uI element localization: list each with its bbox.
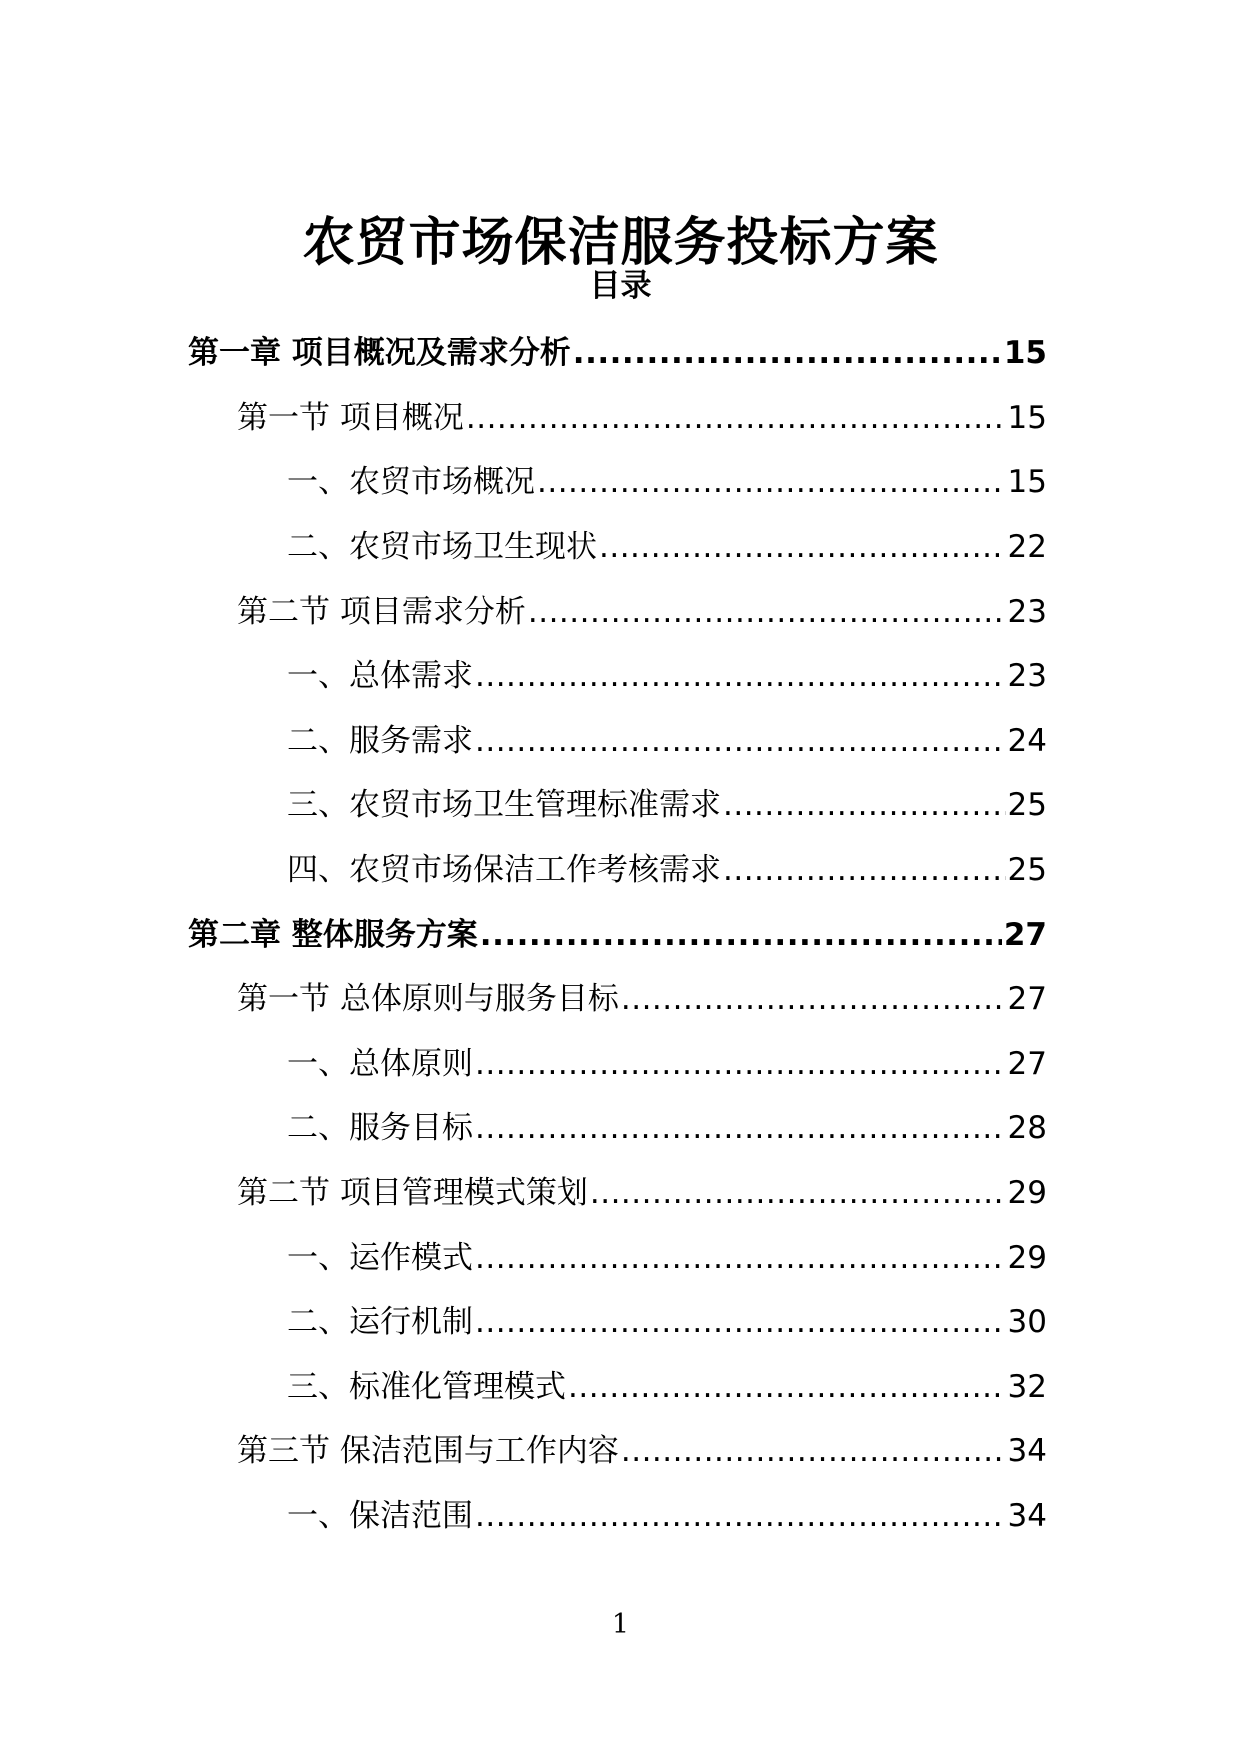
toc-dot-leader [599,527,1006,567]
toc-dot-leader [475,1238,1006,1278]
toc-entry-page: 15 [1007,464,1047,501]
toc-subsection-entry[interactable] [0,1032,1241,1097]
toc-dot-leader [590,1173,1006,1213]
toc-dot-leader [528,592,1006,632]
toc-dot-leader [621,1431,1006,1471]
toc-entry-page: 27 [1007,981,1047,1018]
toc-subsection-entry[interactable] [0,773,1241,838]
toc-dot-leader [537,462,1006,502]
toc-entry-page: 27 [1003,916,1047,953]
toc-subsection-entry[interactable] [0,1096,1241,1161]
toc-section-entry[interactable] [0,1161,1241,1226]
toc-dot-leader [475,1108,1006,1148]
toc-entry-page: 32 [1007,1368,1047,1405]
toc-section-entry[interactable] [0,967,1241,1032]
toc-subsection-entry[interactable] [0,515,1241,580]
toc-entry-page: 29 [1007,1175,1047,1212]
toc-entry-page: 24 [1007,722,1047,759]
toc-subsection-entry[interactable] [0,450,1241,515]
toc-entry-page: 25 [1007,787,1047,824]
toc-subsection-entry[interactable] [0,1484,1241,1549]
toc-entry-title: 第三节 保洁范围与工作内容 [237,1433,619,1470]
toc-entry-page: 15 [1003,335,1047,372]
toc-dot-leader [475,1044,1006,1084]
toc-entry-title: 第二章 整体服务方案 [188,916,478,953]
toc-dot-leader [723,785,1006,825]
toc-chapter-entry[interactable] [0,902,1241,967]
toc-entry-title: 三、标准化管理模式 [287,1368,566,1405]
toc-dot-leader [480,915,1002,955]
toc-subsection-entry[interactable] [0,838,1241,903]
toc-dot-leader [475,1302,1006,1342]
toc-chapter-entry[interactable] [0,321,1241,386]
toc-subsection-entry[interactable] [0,644,1241,709]
toc-entry-page: 34 [1007,1433,1047,1470]
toc-subsection-entry[interactable] [0,1355,1241,1420]
toc-subsection-entry[interactable] [0,1225,1241,1290]
toc-subsection-entry[interactable] [0,709,1241,774]
toc-entry-title: 二、服务需求 [287,722,473,759]
toc-entry-title: 一、总体需求 [287,658,473,695]
toc-dot-leader [475,721,1006,761]
toc-entry-page: 28 [1007,1110,1047,1147]
toc-entry-page: 30 [1007,1304,1047,1341]
toc-entry-page: 27 [1007,1045,1047,1082]
document-title: 农贸市场保洁服务投标方案 [302,212,939,273]
toc-entry-title: 二、农贸市场卫生现状 [287,529,597,566]
toc-entry-page: 29 [1007,1239,1047,1276]
toc-dot-leader [466,398,1006,438]
toc-entry-title: 第一节 项目概况 [237,399,464,436]
toc-dot-leader [621,979,1006,1019]
toc-subsection-entry[interactable] [0,1290,1241,1355]
toc-entry-title: 第一章 项目概况及需求分析 [188,335,571,372]
toc-entry-title: 第二节 项目需求分析 [237,593,526,630]
toc-dot-leader [573,333,1002,373]
toc-entry-title: 一、保洁范围 [287,1497,473,1534]
toc-entry-page: 23 [1007,593,1047,630]
toc-entry-title: 一、农贸市场概况 [287,464,535,501]
toc-entry-page: 22 [1007,529,1047,566]
toc-section-entry[interactable] [0,1419,1241,1484]
toc-section-entry[interactable] [0,386,1241,451]
toc-entry-page: 34 [1007,1497,1047,1534]
toc-entry-title: 四、农贸市场保洁工作考核需求 [287,852,721,889]
page-number: 1 [611,1609,630,1640]
toc-dot-leader [568,1367,1006,1407]
toc-entry-title: 一、运作模式 [287,1239,473,1276]
toc-entry-title: 二、运行机制 [287,1304,473,1341]
toc-entry-page: 25 [1007,852,1047,889]
toc-entry-title: 第二节 项目管理模式策划 [237,1175,588,1212]
toc-entry-title: 一、总体原则 [287,1045,473,1082]
toc-entry-title: 三、农贸市场卫生管理标准需求 [287,787,721,824]
toc-dot-leader [475,656,1006,696]
toc-heading: 目录 [589,268,652,304]
toc-entry-title: 第一节 总体原则与服务目标 [237,981,619,1018]
table-of-contents [0,321,1241,1548]
toc-entry-page: 15 [1007,399,1047,436]
toc-dot-leader [723,850,1006,890]
toc-dot-leader [475,1496,1006,1536]
toc-section-entry[interactable] [0,579,1241,644]
toc-entry-title: 二、服务目标 [287,1110,473,1147]
toc-entry-page: 23 [1007,658,1047,695]
